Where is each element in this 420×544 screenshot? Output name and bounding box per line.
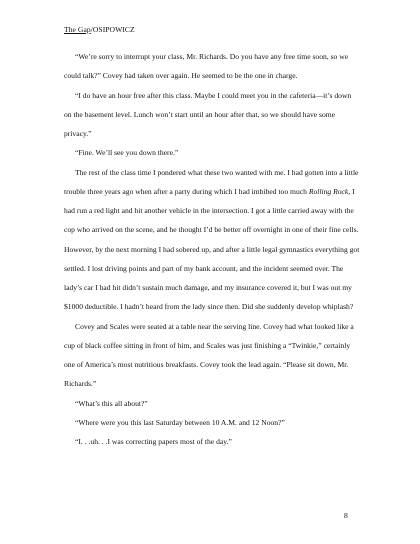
paragraph-8: “I. . .uh. . .I was correcting papers most of the day.” xyxy=(75,437,232,446)
paragraph-3: “Fine. We’ll see you down there.” xyxy=(75,148,179,158)
header-separator: / xyxy=(90,25,93,34)
manuscript-body xyxy=(64,47,360,451)
paragraph-1: “We’re sorry to interrupt your class, Mr. Richards. Do you have any free time soon, so we could talk?” Covey had taken over again. He seemed to be the one in charge. xyxy=(64,52,349,81)
paragraph-5: Covey and Scales were seated at a table near the serving line. Covey had what looked like a cup of black coffee sitting in front of him, and Scales was just finishing a “Twinkie,” certainly one of America’s most nutritious breakfasts. Covey took the lead again. “Please sit down, Mr. Richards.” xyxy=(64,321,354,389)
header-title: The Gap xyxy=(64,25,91,34)
paragraph-4-after: , I had run a red light and hit another vehicle in the intersection. I got a little carried away with the cop who arrived on the scene, and he thought I’d be better off overnight in one of their fine cells. However, by the next morning I had sobered up, and after a little legal gymnastics everything got settled. I lost driving points and part of my bank account, and the incident seemed over. The lady’s car I had hit didn’t sustain much damage, and my insurance covered it, but I was out my $1000 deductible. I hadn’t heard from the lady since then. Did she suddenly develop whiplash? xyxy=(64,186,360,312)
running-header xyxy=(64,25,135,34)
paragraph-6: “What’s this all about?” xyxy=(75,398,148,408)
paragraph-4 xyxy=(64,163,360,317)
header-author: OSIPOWICZ xyxy=(92,25,135,34)
page-number: 8 xyxy=(344,511,348,520)
paragraph-2: “I do have an hour free after this class. Maybe I could meet you in the cafeteria—it’s down on the basement level. Lunch won’t start until an hour after that, so we should have some privacy.” xyxy=(64,90,352,138)
paragraph-7: “Where were you this last Saturday between 10 A.M. and 12 Noon?” xyxy=(75,417,285,427)
paragraph-4-before: The rest of the class time I pondered what these two wanted with me. I had gotten into a little trouble three years ago when after a party during which I had imbibed too much xyxy=(64,167,359,196)
paragraph-4-italic: Rolling Rock xyxy=(308,186,349,196)
